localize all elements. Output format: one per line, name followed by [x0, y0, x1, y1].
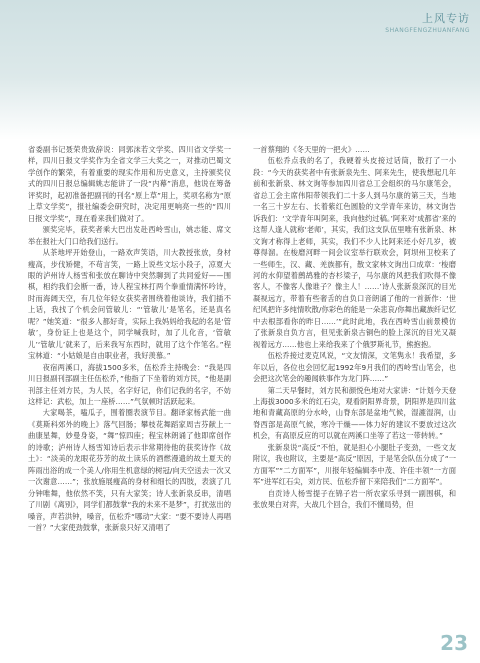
paragraph: 大家喝茶，嗑瓜子，围着圈表演节目。翻译家杨武能一曲《莫斯科郊外的晚上》落气回肠；攀枝花舞蹈家周吉芬献上一曲康星舞，妙曼身姿，“舞”惊四座；程宝林朗诵了他即席创作的诗歌；泸州诗人杨雪知诗后表示非常期待他的获奖诗作《故土》：“淡美的龙眼花芬芳的故土读乐的酒燃漫遗的故土夏天的阵雨出浴的成一个美人/你用生机意绿的树冠/向天空送去一次又一次谢意……”；张放施展瘦高的身材和细长的四肢，表演了几分钟唯舞，他依然不笑，只有大家笑；诗人张新泉反串，清唱了川剧《离别》，同学们都鼓掌“我的未来不是梦”，打扰弦出的嗓音，声若洪钟，嗓音，伍松乔“哪动”大家：“要不要诗人再唱一首？”大家使劲鼓掌，张新泉只好又清唱了 — [28, 408, 231, 532]
page-number: 23 — [440, 631, 468, 655]
paragraph: 自贡诗人杨雪提子在锦子岩一所农家乐寻到一副围棋，和张放果白对弈，大战几个回合，我们不懂局势，但 — [253, 488, 456, 510]
article-body — [28, 144, 456, 644]
paragraph: 伍松乔接过麦克风说，“文友情深，文笔隽永！我希望，多年以后，各位也会回忆起1992年9月我们的西岭雪山笔会，也会把这次笔会的趣闻轶事作为龙门阵……” — [253, 351, 456, 384]
column-subtitle: SHANGFENGZHUANFANG — [385, 27, 470, 34]
paragraph: 一首蔡翔的《冬天里的一把火》…… — [253, 145, 370, 154]
column-title: 上风专访 — [422, 12, 470, 25]
left-column — [28, 144, 231, 533]
paragraph: 省委副书记聂荣贵致辞说：同郭沫若文学奖、四川省文学奖一样，四川日报文学奖作为全省文学三大奖之一，对推动巴蜀文学创作的繁荣，有着重要的现实作用和历史意义，主持颁奖仪式的四川日报总编辑姚志能讲了一段“内幕”消息，他说在筹备评奖时，起初准备把副刊的刊名“原上草”用上，奖项名称为“原上草文学奖”，报社编委会研究时，决定用更响亮一些的“四川日报文学奖”，现在看来我们做对了。 — [28, 145, 231, 223]
right-column — [253, 144, 456, 511]
paragraph: 第二天早餐时，刘方民和颜悦色地对大家讲：“计划今天登上海拔3000多米的红石尖，观看阴阳界奇景，阴阳界是四川盆地和青藏高原的分水岭，山脊东部是盆地气候，湿漉湿润，山脊西部是高原气候，寒冷干燥——体力好的建议不要放过这次机会，有高原反应的可以就在两溪口坐等了若这一带转转。” — [253, 385, 456, 441]
paragraph: 颁奖完毕，获奖者乘大巴出发赴西岭雪山，姚志能、席文举在报社大门口给我们送行。 — [28, 225, 231, 246]
paragraph: 从茶地坪开始登山，一路欢声笑语，川大教授张放，身材瘦高，步伐矫健，不苟言笑，一路上说些文坛小段子，凉夏大眼的泸州诗人杨雪和张放在聊诗中突然聊到了共同爱好——围棋，相约我们会断一番，诗人程宝林打两个拳重情满怀吟诗，时而海阔天空，有几位年轻女获奖者围绕着他谈诗，我们插不上话，我找了个机会问管敏儿：“‘管敏儿’是笔名，还是真名呢？”她笑道：“很多人都好奇，实际上我妈妈给我起的名是‘管敏’，身份证上也是这个，同学喊我时，加了儿化音，‘管敏儿’‘管敏儿’就来了，后来我写东西时，就用了这个作笔名。”程宝林道：“小姑娘是自由职业者，我好羡慕。” — [28, 248, 231, 361]
paragraph: 伍松乔点我的名了，我硬着头皮接过话筒，散打了一小段：“今天的获奖者中有张新泉先生、阿来先生，使我想起几年前和张新泉、林文询等参加四川省总工会组织的马尔康笔会，省总工会主席伟阳带领我们二十多人到马尔康的第三天，当地一名三十岁左右、长着紫红色圆脸的文学青年来访，林文询告诉我们：‘文学青年叫阿来，我向他约过稿。’阿来对‘成都省’来的这帮人逢人就称‘老师’，其实，我们这支队伍里唯有张新泉、林文询才称得上老师，其实，我们不少人比阿来还小好几岁，被尊得溜。在梭磨河畔一间会议室举行联欢会，阿坝州卫校来了一些师生，汉、藏、羌族都有，散文家林文询出口成章：‘梭磨河的水仰望着鹧鸪雅的杏杉梁子，马尔康的风把我们吹得不像客人，不像客人像谁子？像主人！……’诗人张新泉深沉的目光凝视远方，带着有些奢舌的自负口音朗诵了他的一首新作：‘世纪风把许多纯情吹散/你彩色的能是一朵悲哀/你舞出藏族纤记忆中去根部看你的昨日……’”此时此地，我在西岭雪山前景模仿了张新泉自负方言，但见张新泉古铜色的脸上深沉的目光又凝视着远方……他也上来给我来了个俄罗斯礼节，熊抱抱。 — [253, 156, 456, 349]
paragraph: 夜宿两溪口，海拔1500多米，伍松乔主持晚会：“我是四川日报副刊部副主任伍松乔，”他指了下坐着的刘方民，“他是副刊部主任刘方民，为人民，名字好记，你们记我的名字，不妨这样记：武松，加上一座桥……”气氛顿时活跃起来。 — [28, 362, 231, 406]
paragraph: 张新泉说“高反”不怕，就是担心小腿肚子变劲，一些文友附议，我也附议，主要是“高反”原因，于是笔会队伍分成了“一方面军”“二方面军”，川报年轻编辑李中茂、许佳丰领“一方面军”进军红石尖，刘方民、伍松乔留下来陪我们“二方面军”。 — [253, 442, 456, 487]
column-header — [385, 10, 470, 34]
